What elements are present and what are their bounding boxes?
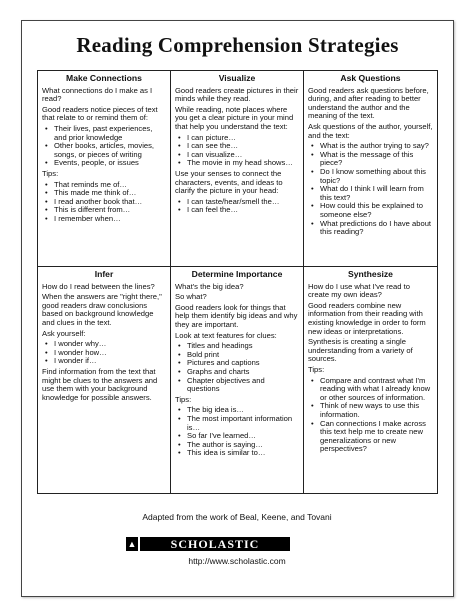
section-text: Use your senses to connect the characters, events, and ideas to clarify the picture in your head: xyxy=(175,168,283,196)
list-item: • Titles and headings xyxy=(187,342,299,351)
list-item: • I remember when… xyxy=(54,215,166,224)
section-infer xyxy=(38,267,171,493)
bullet-list xyxy=(175,134,299,168)
section-text: Ask questions of the author, yourself, and the text: xyxy=(308,121,433,140)
section-synthesize xyxy=(304,267,437,493)
list-item: • That reminds me of… xyxy=(54,181,166,190)
bullet-list xyxy=(42,340,166,366)
section-heading: Make Connections xyxy=(66,73,142,83)
list-item: • Other books, articles, movies, songs, or pieces of writing xyxy=(54,142,166,159)
section-text: Look at text features for clues: xyxy=(175,330,277,340)
list-item: • Pictures and captions xyxy=(187,359,299,368)
section-text: Find information from the text that might be clues to the answers and use them with your background knowledge for possible answers. xyxy=(42,366,158,402)
attribution-text: Adapted from the work of Beal, Keene, and Tovani xyxy=(142,512,332,522)
list-item: • Do I know something about this topic? xyxy=(320,168,433,185)
list-item: • This made me think of… xyxy=(54,189,166,198)
list-item: • I wonder how… xyxy=(54,349,166,358)
list-item: • I can feel the… xyxy=(187,206,299,215)
torch-icon: ▲ xyxy=(127,539,137,549)
section-text: How do I read between the lines? xyxy=(42,281,155,291)
tips-list xyxy=(175,406,299,458)
bullet-list xyxy=(308,142,433,237)
list-item: • Events, people, or issues xyxy=(54,159,166,168)
section-make-connections xyxy=(38,71,171,267)
section-text: Good readers ask questions before, during, and after reading to better understand the author and the meaning of the text. xyxy=(308,85,429,121)
strategies-grid xyxy=(37,70,438,494)
logo-text: SCHOLASTIC xyxy=(170,536,260,551)
list-item: • I can taste/hear/smell the… xyxy=(187,198,299,207)
list-item: • Their lives, past experiences, and prior knowledge xyxy=(54,125,166,142)
tips-list xyxy=(42,181,166,224)
list-item: • What do I think I will learn from this text? xyxy=(320,185,433,202)
list-item: • Bold print xyxy=(187,351,299,360)
section-text: Good readers look for things that help them identify big ideas and why they are important. xyxy=(175,302,298,329)
list-item: • The author is saying… xyxy=(187,441,299,450)
scholastic-logo xyxy=(127,536,290,551)
list-item: • Can connections I make across this text help me to create new generalizations or new perspectives? xyxy=(320,420,433,454)
section-ask-questions xyxy=(304,71,437,267)
section-text: What connections do I make as I read? xyxy=(42,85,153,104)
list-item: • This is different from… xyxy=(54,206,166,215)
section-heading: Ask Questions xyxy=(340,73,401,83)
list-item: • Chapter objectives and questions xyxy=(187,377,299,394)
section-heading: Synthesize xyxy=(348,269,393,279)
list-item: • Think of new ways to use this information. xyxy=(320,402,433,419)
list-item: • The movie in my head shows… xyxy=(187,159,299,168)
list-item: • So far I've learned… xyxy=(187,432,299,441)
list-item: • Graphs and charts xyxy=(187,368,299,377)
section-text: Synthesis is creating a single understanding from a variety of sources. xyxy=(308,337,413,364)
bullet-list xyxy=(175,198,299,215)
list-item: • I can visualize… xyxy=(187,151,299,160)
list-item: • I wonder if… xyxy=(54,357,166,366)
section-text: Ask yourself: xyxy=(42,328,86,338)
tips-label: Tips: xyxy=(308,364,325,374)
bullet-list xyxy=(175,342,299,394)
section-text: What's the big idea? xyxy=(175,281,244,291)
list-item: • What predictions do I have about this reading? xyxy=(320,220,433,237)
list-item: • What is the author trying to say? xyxy=(320,142,433,151)
section-visualize xyxy=(171,71,304,267)
section-text: How do I use what I've read to create my own ideas? xyxy=(308,281,410,300)
list-item: • The big idea is… xyxy=(187,406,299,415)
list-item: • This idea is similar to… xyxy=(187,449,299,458)
list-item: • I can see the… xyxy=(187,142,299,151)
section-heading: Infer xyxy=(94,269,114,279)
section-text: Good readers combine new information from their reading with existing knowledge in order to form new ideas or interpretations. xyxy=(308,300,426,336)
list-item: • I read another book that… xyxy=(54,198,166,207)
tips-label: Tips: xyxy=(42,168,59,178)
bullet-list xyxy=(42,125,166,168)
section-determine-importance xyxy=(171,267,304,493)
tips-list xyxy=(308,377,433,454)
website-url: http://www.scholastic.com xyxy=(188,556,286,566)
tips-label: Tips: xyxy=(175,394,192,404)
list-item: • How could this be explained to someone else? xyxy=(320,202,433,219)
section-text: Good readers notice pieces of text that relate to or remind them of: xyxy=(42,104,158,123)
section-heading: Visualize xyxy=(218,73,256,83)
section-text: So what? xyxy=(175,292,207,302)
list-item: • Compare and contrast what I'm reading with what I already know or other sources of information. xyxy=(320,377,433,403)
section-heading: Determine Importance xyxy=(191,269,283,279)
list-item: • The most important information is… xyxy=(187,415,299,432)
list-item: • I can picture… xyxy=(187,134,299,143)
list-item: • What is the message of this piece? xyxy=(320,151,433,168)
section-text: When the answers are "right there," good readers draw conclusions based on background knowledge and clues in the text. xyxy=(42,292,162,327)
section-text: Good readers create pictures in their minds while they read. xyxy=(175,85,299,104)
list-item: • I wonder why… xyxy=(54,340,166,349)
section-text: While reading, note places where you get a clear picture in your mind that help you understand the text: xyxy=(175,104,294,131)
page-title: Reading Comprehension Strategies xyxy=(76,33,399,57)
